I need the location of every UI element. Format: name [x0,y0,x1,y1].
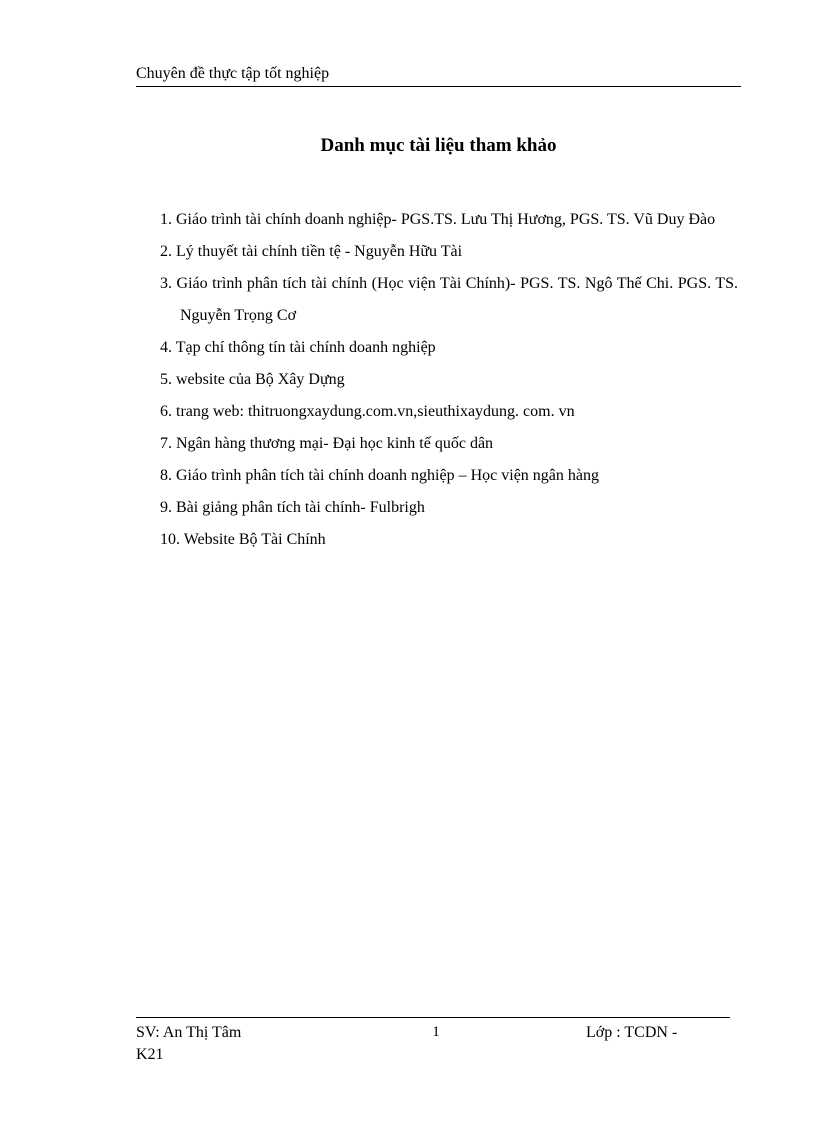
reference-number: 7. [160,435,172,452]
reference-number: 2. [160,243,172,260]
page-number: 1 [432,1024,440,1040]
reference-text: Lý thuyết tài chính tiền tệ - Nguyễn Hữu Tài [176,243,463,260]
reference-number: 4. [160,339,172,356]
reference-item [160,332,738,364]
page-title: Danh mục tài liệu tham khảo [320,135,557,156]
reference-list [160,204,738,556]
reference-item [160,236,738,268]
reference-item [160,428,738,460]
reference-item [160,204,738,236]
footer-student [136,1022,286,1066]
reference-item [160,364,738,396]
reference-item [160,524,738,556]
reference-number: 9. [160,499,172,516]
header-text: Chuyên đề thực tập tốt nghiệp [136,65,330,82]
reference-text: Giáo trình phân tích tài chính (Học viện Tài Chính)- PGS. TS. Ngô Thế Chi. PGS. TS. Nguyễn Trọng Cơ [176,275,739,324]
reference-text: website của Bộ Xây Dựng [176,371,345,388]
reference-text: trang web: thitruongxaydung.com.vn,sieuthixaydung. com. vn [176,403,575,420]
reference-item [160,460,738,492]
reference-text: Giáo trình tài chính doanh nghiệp- PGS.TS. Lưu Thị Hương, PGS. TS. Vũ Duy Đào [176,211,716,228]
page-header [136,64,741,87]
footer-divider [136,1017,730,1018]
reference-number: 1. [160,211,172,228]
reference-item [160,268,738,332]
reference-number: 10. [160,531,180,548]
reference-text: Bài giảng phân tích tài chính- Fulbrigh [176,499,425,516]
footer-student-name: SV: An Thị Tâm [136,1024,242,1041]
reference-number: 5. [160,371,172,388]
reference-text: Website Bộ Tài Chính [183,531,326,548]
footer-student-cohort: K21 [136,1046,164,1063]
reference-text: Ngân hàng thương mại- Đại học kinh tế quốc dân [176,435,494,452]
reference-item [160,492,738,524]
reference-number: 8. [160,467,172,484]
reference-text: Tạp chí thông tín tài chính doanh nghiệp [175,339,436,356]
reference-item [160,396,738,428]
footer-class: Lớp : TCDN - [586,1024,678,1041]
reference-number: 6. [160,403,172,420]
reference-number: 3. [160,275,172,292]
reference-text: Giáo trình phân tích tài chính doanh nghiệp – Học viện ngân hàng [176,467,600,484]
